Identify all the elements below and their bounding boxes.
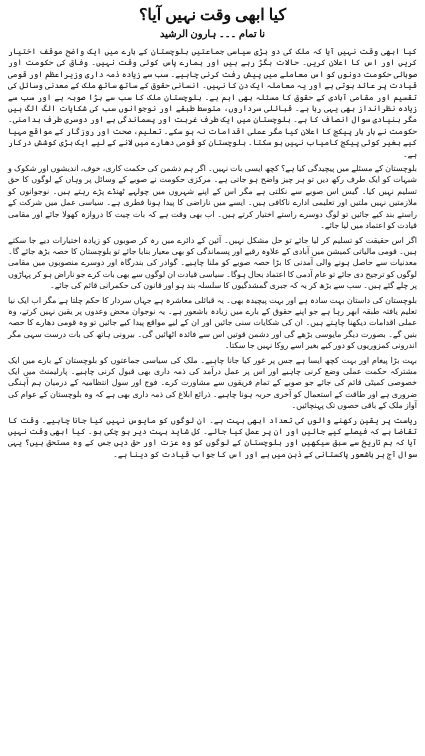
headline: کیا ابھی وقت نہیں آیا؟ xyxy=(138,7,287,24)
paragraph: ریاست پر یقین رکھنے والوں کی تعداد ابھی بہت ہے۔ ان لوگوں کو مایوس نہیں کیا جانا چاہیے۔ وقت کا تقاضا ہے کہ فیصلے کیے جائیں اور ان پر عمل کیا جائے۔ کل شاید بہت دیر ہو چکی ہو۔ کیا ابھی وقت نہیں آیا کہ ہم تاریخ سے سبق سیکھیں اور بلوچستان کے لوگوں کو وہ عزت اور حق دیں جس کے وہ مستحق ہیں؟ یہی سوال آج ہر باشعور پاکستانی کے ذہن میں ہے اور اس کا جواب قیادت کو دینا ہے۔ xyxy=(8,415,417,459)
paragraph: کیا ابھی وقت نہیں آیا کہ ملک کی دو بڑی سیاسی جماعتیں بلوچستان کے بارے میں ایک واضح موقف اختیار کریں اور اس کا اعلان کریں۔ حالات بگڑ رہے ہیں اور ہمارے پاس کوئی وقت نہیں۔ وفاق کی حکومت اور صوبائی حکومت دونوں کو اس معاملے میں پیش رفت کرنی چاہیے۔ سب سے زیادہ ذمہ داری وزیراعظم اور قومی قیادت پر عائد ہوتی ہے اور یہ معاملہ ایک دن کا نہیں۔ انسانی حقوق کے ساتھ ساتھ ملک کے معدنی وسائل کی تقسیم اور مقامی آبادی کے حقوق کا مسئلہ بھی اہم ہے۔ بلوچستان ملک کا سب سے بڑا صوبہ ہے اور سب سے زیادہ نظرانداز بھی یہی رہا ہے۔ قبائلی سرداروں، متوسط طبقے اور نوجوانوں سب کی شکایات الگ الگ ہیں مگر بنیادی سوال انصاف کا ہے۔ بلوچستان میں ایک طرف غربت اور پسماندگی ہے اور دوسری طرف بدامنی۔ حکومت نے بار بار پیکج کا اعلان کیا مگر عملی اقدامات نہ ہو سکے۔ تعلیم، صحت اور روزگار کے مواقع مہیا کیے بغیر کوئی پیکج کامیاب نہیں ہو سکتا۔ بلوچستان کو قومی دھارے میں لانے کے لیے ایک بڑی کوشش درکار ہے۔ xyxy=(8,47,418,159)
paragraph: بلوچستان کے مسئلے میں پیچیدگی کیا ہے؟ کچھ ایسی بات نہیں۔ اگر ہم دشمن کی حکمت کاری، خوف، اندیشوں اور شکوک و شبہات کو ایک طرف رکھ دیں تو ہر چیز واضح ہو جاتی ہے۔ مرکزی حکومت نے صوبے کے وسائل پر وہاں کے لوگوں کا حق تسلیم نہیں کیا۔ گیس اس صوبے سے نکلتی ہے مگر اس کے اپنے شہروں میں چولہے ٹھنڈے پڑے رہتے ہیں۔ نوجوانوں کو ملازمتیں نہیں ملتیں اور تعلیمی ادارے ناکافی ہیں۔ ایسے میں ناراضی کا پیدا ہونا فطری ہے۔ سیاسی عمل میں شرکت کے راستے بند کیے جائیں تو لوگ دوسرے راستے اختیار کرتے ہیں۔ اب بھی وقت ہے کہ بات چیت کا دروازہ کھولا جائے اور مقامی قیادت کو اعتماد میں لیا جائے۔ xyxy=(8,164,417,231)
article-body xyxy=(8,46,417,460)
paragraph: بہت بڑا پیغام اور بہت کچھ ایسا ہے جس پر غور کیا جانا چاہیے۔ ملک کی سیاسی جماعتوں کو بلوچستان کے بارے میں ایک مشترکہ حکمت عملی وضع کرنی چاہیے اور اس پر عمل درآمد کی ذمہ داری بھی قبول کرنی چاہیے۔ پارلیمنٹ میں ایک خصوصی کمیٹی قائم کی جائے جو صوبے کے تمام فریقوں سے مشاورت کرے۔ فوج اور سول انتظامیہ کے درمیان ہم آہنگی ضروری ہے اور طاقت کے استعمال کو آخری حربہ ہونا چاہیے۔ ذرائع ابلاغ کی ذمہ داری بھی ہے کہ وہ بلوچستان کے عوام کی آواز ملک کے باقی حصوں تک پہنچائیں۔ xyxy=(8,355,417,411)
paragraph: بلوچستان کی داستان بہت سادہ ہے اور بہت پیچیدہ بھی۔ یہ قبائلی معاشرہ ہے جہاں سردار کا حکم چلتا ہے مگر اب ایک نیا تعلیم یافتہ طبقہ ابھر رہا ہے جو اپنے حقوق کے بارے میں زیادہ باشعور ہے۔ یہ نوجوان محض وعدوں پر یقین نہیں کرتے، وہ عملی اقدامات دیکھنا چاہتے ہیں۔ ان کی شکایات سنی جائیں اور ان کے لیے مواقع پیدا کیے جائیں تو وہ قومی دھارے کا حصہ بنیں گے۔ بصورت دیگر مایوسی بڑھے گی اور دشمن قوتیں اس سے فائدہ اٹھائیں گی۔ بیرونی ہاتھ کی بات درست سہی مگر اندرونی کمزوریوں کو دور کیے بغیر اسے روکا نہیں جا سکتا۔ xyxy=(8,295,417,351)
byline: نا تمام ۔۔۔ ہارون الرشید xyxy=(159,29,266,40)
paragraph: اگر اس حقیقت کو تسلیم کر لیا جائے تو حل مشکل نہیں۔ آئین کے دائرے میں رہ کر صوبوں کو زیادہ اختیارات دیے جا سکتے ہیں۔ قومی مالیاتی کمیشن میں آبادی کے علاوہ رقبے اور پسماندگی کو بھی معیار بنایا جائے تو بلوچستان کا حصہ بڑھ جائے گا۔ معدنیات سے حاصل ہونے والی آمدنی کا بڑا حصہ صوبے کو ملنا چاہیے۔ گوادر کی بندرگاہ اور دوسرے منصوبوں میں مقامی لوگوں کو ترجیح دی جائے تو عام آدمی کا اعتماد بحال ہوگا۔ سیاسی قیادت ان لوگوں سے بھی بات کرے جو ناراض ہو کر پہاڑوں پر چلے گئے ہیں۔ سب سے بڑھ کر یہ کہ جبری گمشدگیوں کا سلسلہ بند ہو اور قانون کی حکمرانی قائم کی جائے۔ xyxy=(8,235,417,291)
